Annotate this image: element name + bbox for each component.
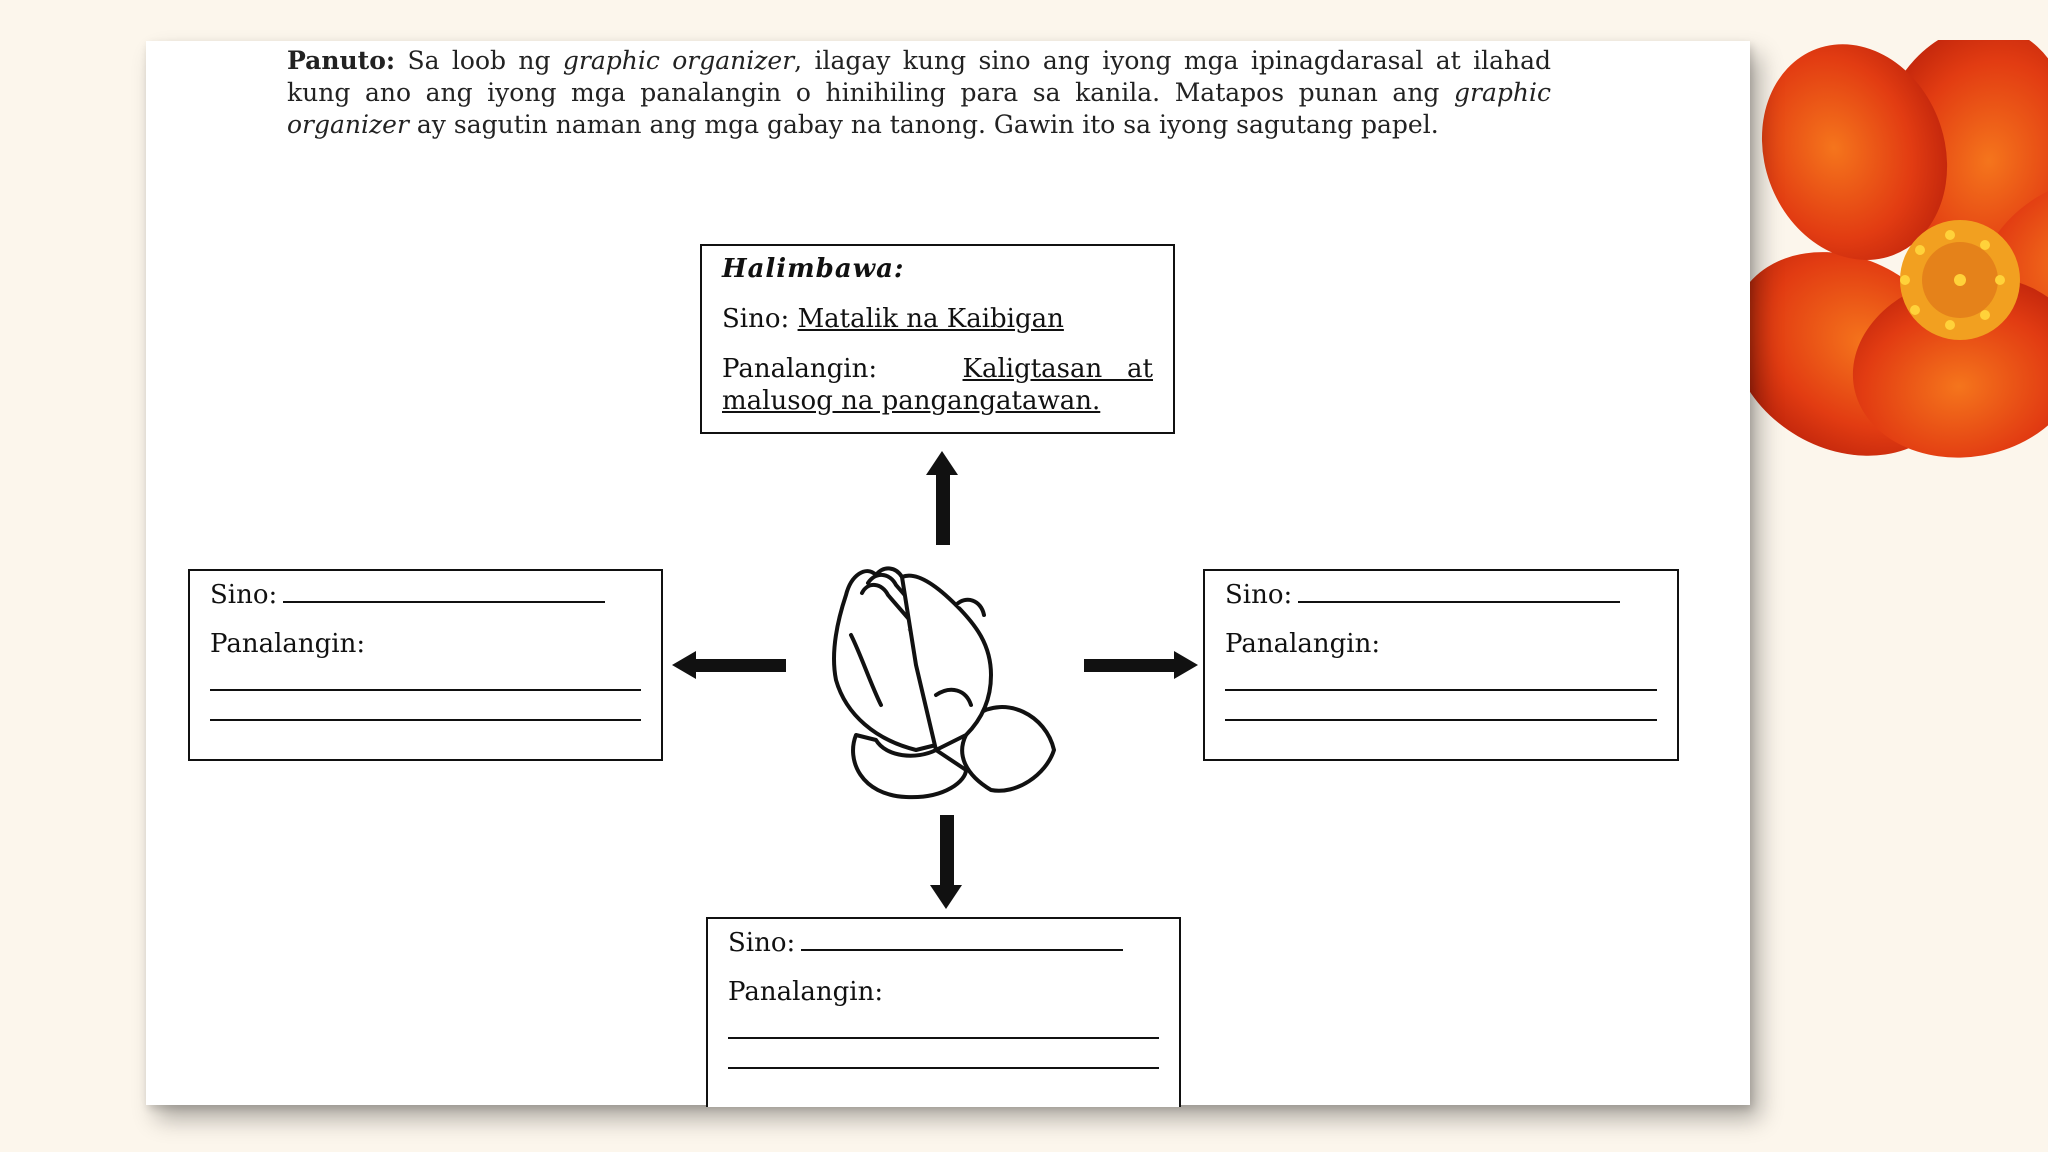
example-sino-value: Matalik na Kaibigan <box>797 304 1064 334</box>
arrow-down-icon <box>926 811 966 911</box>
instructions-label: Panuto: <box>287 46 396 75</box>
instructions-text-2: , ilagay kung sino ang iyong mga ipinagdarasal at ilahad kung ano ang iyong mga panalangin o hinihiling para sa kanila. Matapos punan ang <box>287 46 1551 107</box>
bottom-sino-blank[interactable] <box>801 927 1123 951</box>
right-panalangin-label: Panalangin: <box>1225 629 1381 659</box>
left-panalangin-label: Panalangin: <box>210 629 366 659</box>
bottom-sino-label: Sino: <box>728 928 796 958</box>
bottom-panalangin-label: Panalangin: <box>728 977 884 1007</box>
instructions-italic-1: graphic organizer <box>562 46 795 75</box>
right-answer-line-1[interactable] <box>1225 689 1657 691</box>
worksheet-page <box>146 41 1750 1105</box>
bottom-box <box>706 917 1181 1107</box>
bottom-answer-line-2[interactable] <box>728 1067 1159 1069</box>
praying-hands-icon <box>816 545 1066 805</box>
arrow-left-icon <box>670 645 790 685</box>
right-answer-line-2[interactable] <box>1225 719 1657 721</box>
right-box <box>1203 569 1679 761</box>
example-title: Halimbawa: <box>722 254 905 284</box>
instructions-italic-2: graphic organizer <box>287 78 1551 139</box>
left-sino-label: Sino: <box>210 580 278 610</box>
left-box <box>188 569 663 761</box>
left-answer-line-2[interactable] <box>210 719 641 721</box>
bottom-answer-line-1[interactable] <box>728 1037 1159 1039</box>
right-sino-blank[interactable] <box>1298 579 1620 603</box>
instructions-paragraph <box>287 45 1551 141</box>
example-sino-label: Sino: <box>722 304 790 334</box>
example-panalangin-value-2: malusog na pangangatawan. <box>722 386 1101 416</box>
right-sino-label: Sino: <box>1225 580 1293 610</box>
example-panalangin-label: Panalangin: <box>722 354 878 384</box>
instructions-text-3: ay sagutin naman ang mga gabay na tanong. Gawin ito sa iyong sagutang papel. <box>408 110 1439 139</box>
left-answer-line-1[interactable] <box>210 689 641 691</box>
example-panalangin-value-1: Kaligtasan at <box>962 354 1153 384</box>
arrow-right-icon <box>1080 645 1200 685</box>
instructions-text-1: Sa loob ng <box>395 46 563 75</box>
example-box <box>700 244 1175 434</box>
arrow-up-icon <box>922 449 962 549</box>
left-sino-blank[interactable] <box>283 579 605 603</box>
flower-decoration <box>1740 40 2048 500</box>
